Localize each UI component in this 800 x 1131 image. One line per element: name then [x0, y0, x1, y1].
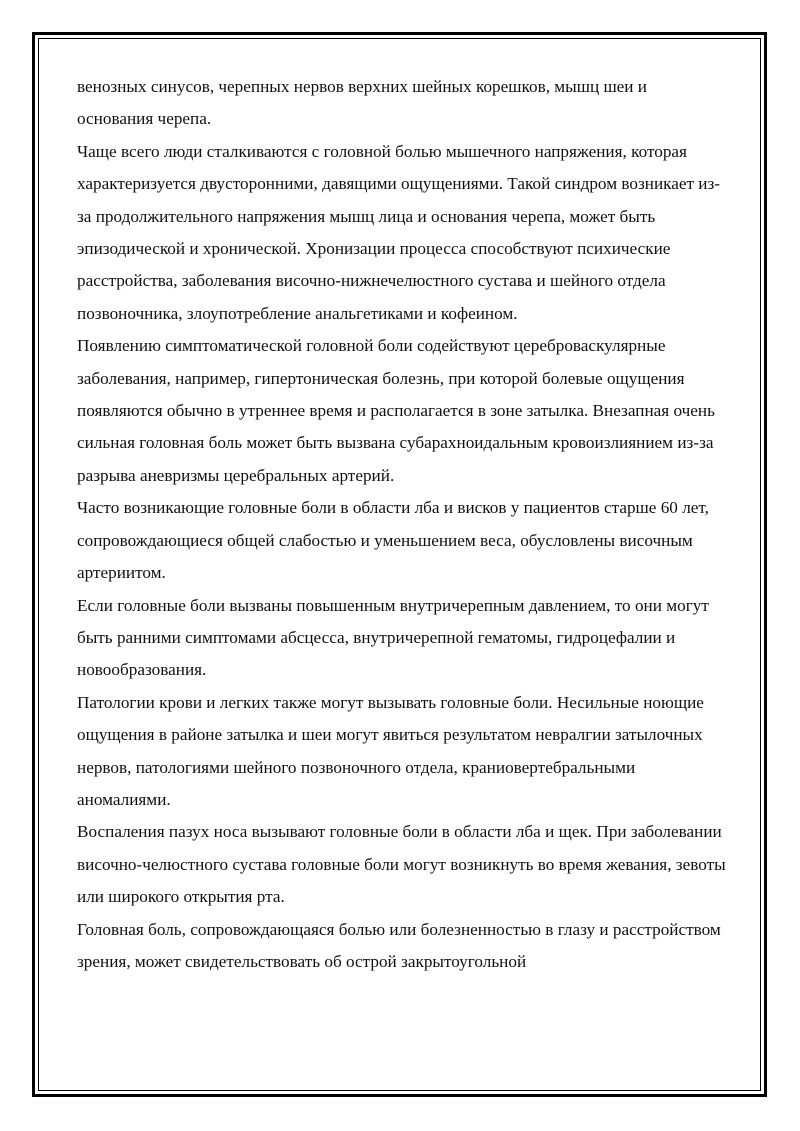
paragraph-8: Головная боль, сопровождающаяся болью или болезненностью в глазу и расстройством зрения, может свидетельствовать об острой закрытоугольной	[77, 919, 721, 971]
paragraph-7: Воспаления пазух носа вызывают головные боли в области лба и щек. При заболевании височно-челюстного сустава головные боли могут возникнуть во время жевания, зевоты или широкого открытия рта.	[77, 822, 726, 907]
paragraph-2: Чаще всего люди сталкиваются с головной болью мышечного напряжения, которая характеризуется двусторонними, давящими ощущениями. Такой синдром возникает из-за продолжительного напряжения мышц лица и основания черепа, может быть эпизодической и хронической. Хронизации процесса способствуют психические расстройства, заболевания височно-нижнечелюстного сустава и шейного отдела позвоночника, злоупотребление анальгетиками и кофеином.	[77, 141, 721, 323]
paragraph-5: Если головные боли вызваны повышенным внутричерепным давлением, то они могут быть ранними симптомами абсцесса, внутричерепной гематомы, гидроцефалии и новообразования.	[77, 595, 709, 680]
document-body	[77, 71, 727, 978]
paragraph-1: венозных синусов, черепных нервов верхних шейных корешков, мышц шеи и основания черепа.	[77, 77, 647, 129]
paragraph-6: Патологии крови и легких также могут вызывать головные боли. Несильные ноющие ощущения в районе затылка и шеи могут явиться результатом невралгии затылочных нервов, патологиями шейного позвоночного отдела, краниовертебральными аномалиями.	[77, 692, 704, 809]
paragraph-4: Часто возникающие головные боли в области лба и висков у пациентов старше 60 лет, сопровождающиеся общей слабостью и уменьшением веса, обусловлены височным артериитом.	[77, 498, 709, 583]
paragraph-3: Появлению симптоматической головной боли содействуют цереброваскулярные заболевания, например, гипертоническая болезнь, при которой болевые ощущения появляются обычно в утреннее время и располагается в зоне затылка. Внезапная очень сильная головная боль может быть вызвана субарахноидальным кровоизлиянием из-за разрыва аневризмы церебральных артерий.	[77, 336, 715, 485]
